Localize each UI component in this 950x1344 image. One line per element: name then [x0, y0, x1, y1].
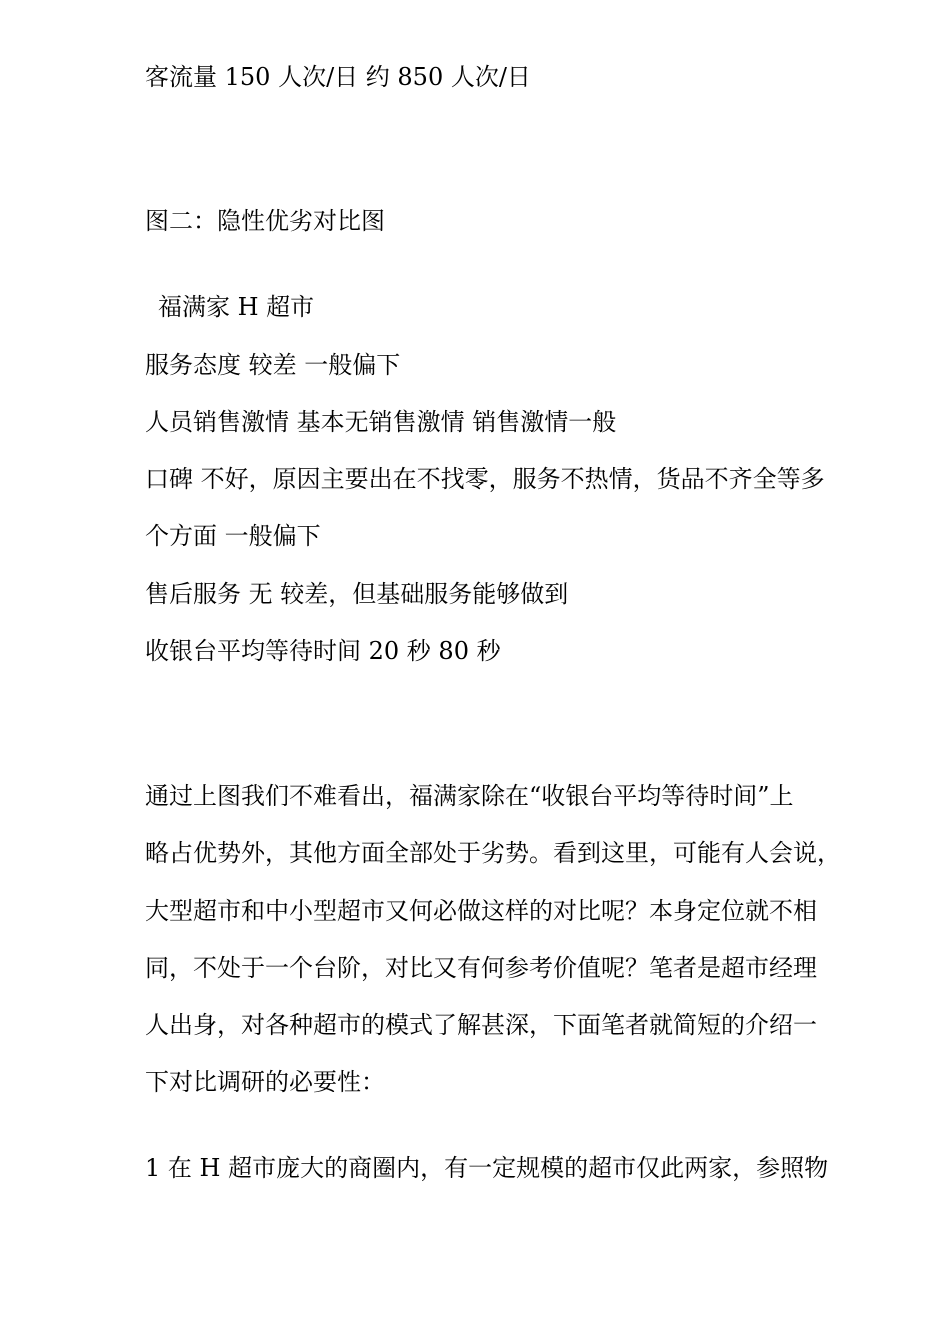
table-row: 个方面 一般偏下 [145, 522, 321, 550]
paragraph-line: 大型超市和中小型超市又何必做这样的对比呢？本身定位就不相 [145, 897, 817, 925]
paragraph-line: 略占优势外，其他方面全部处于劣势。看到这里，可能有人会说， [145, 839, 841, 867]
traffic-line: 客流量 150 人次/日 约 850 人次/日 [145, 63, 531, 91]
table-header: 福满家 H 超市 [158, 293, 315, 321]
table-row: 口碑 不好，原因主要出在不找零，服务不热情，货品不齐全等多 [145, 465, 825, 493]
paragraph-line: 下对比调研的必要性： [145, 1068, 385, 1096]
table-row: 服务态度 较差 一般偏下 [145, 351, 401, 379]
figure-title: 图二：隐性优劣对比图 [145, 207, 385, 235]
table-row: 人员销售激情 基本无销售激情 销售激情一般 [145, 408, 617, 436]
table-row: 售后服务 无 较差，但基础服务能够做到 [145, 580, 569, 608]
point-1-line: 1 在 H 超市庞大的商圈内，有一定规模的超市仅此两家，参照物 [145, 1154, 829, 1182]
paragraph-line: 通过上图我们不难看出，福满家除在“收银台平均等待时间”上 [145, 782, 794, 810]
paragraph-line: 人出身，对各种超市的模式了解甚深，下面笔者就简短的介绍一 [145, 1011, 817, 1039]
paragraph-line: 同，不处于一个台阶，对比又有何参考价值呢？笔者是超市经理 [145, 954, 817, 982]
table-row: 收银台平均等待时间 20 秒 80 秒 [145, 637, 501, 665]
